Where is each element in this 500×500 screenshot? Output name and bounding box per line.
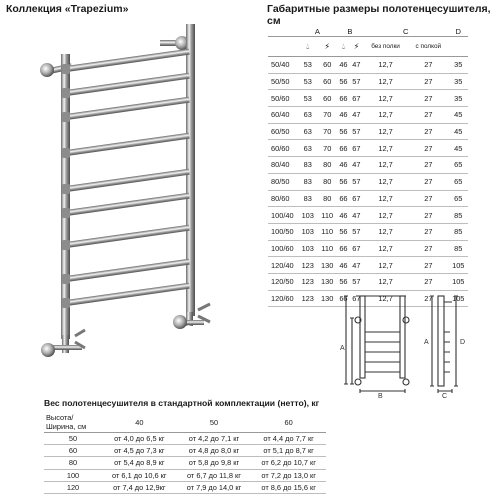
table-cell: 70 <box>317 123 336 140</box>
table-cell: 12,7 <box>363 140 408 157</box>
table-row <box>268 223 468 240</box>
table-cell: 67 <box>350 240 363 257</box>
table-cell: 105 <box>449 257 469 274</box>
table-cell: 70 <box>317 140 336 157</box>
table-cell: 45 <box>449 140 469 157</box>
table-cell: 105 <box>449 290 469 307</box>
table-cell: 85 <box>449 223 469 240</box>
weight-cell: от 7,4 до 12,9кг <box>102 481 177 493</box>
table-row <box>268 173 468 190</box>
letter-a: A <box>298 26 337 37</box>
table-cell: 27 <box>408 90 448 107</box>
table-cell: 47 <box>350 207 363 224</box>
table-cell: 56 <box>337 223 350 240</box>
table-cell: 27 <box>408 157 448 174</box>
table-cell: 27 <box>408 140 448 157</box>
table-cell: 63 <box>298 140 317 157</box>
collection-title: Коллекция «Trapezium» <box>6 3 129 15</box>
table-cell: 80 <box>317 190 336 207</box>
table-row <box>44 433 326 445</box>
table-cell: 67 <box>350 290 363 307</box>
table-cell: 12,7 <box>363 73 408 90</box>
table-cell: 53 <box>298 57 317 74</box>
table-cell: 12,7 <box>363 90 408 107</box>
table-cell: 85 <box>449 240 469 257</box>
table-cell: 27 <box>408 240 448 257</box>
table-cell: 83 <box>298 173 317 190</box>
size-cell: 80/40 <box>268 157 298 174</box>
size-cell: 120/50 <box>268 273 298 290</box>
size-cell: 100/60 <box>268 240 298 257</box>
height-cell: 60 <box>44 445 102 457</box>
table-cell: 130 <box>317 290 336 307</box>
table-cell: 12,7 <box>363 240 408 257</box>
table-cell: 70 <box>317 107 336 124</box>
table-cell: 103 <box>298 207 317 224</box>
table-cell: 12,7 <box>363 157 408 174</box>
table-cell: 56 <box>337 273 350 290</box>
weight-cell: от 8,6 до 15,6 кг <box>251 481 326 493</box>
table-cell: 66 <box>337 140 350 157</box>
height-cell: 100 <box>44 469 102 481</box>
table-cell: 27 <box>408 290 448 307</box>
weight-cell: от 4,8 до 8,0 кг <box>177 445 252 457</box>
table-cell: 110 <box>317 240 336 257</box>
table-cell: 12,7 <box>363 207 408 224</box>
table-cell: 123 <box>298 290 317 307</box>
table-cell: 63 <box>298 123 317 140</box>
weight-cell: от 5,1 до 8,7 кг <box>251 445 326 457</box>
table-row <box>268 57 468 74</box>
table-cell: 27 <box>408 257 448 274</box>
letter-b: B <box>337 26 363 37</box>
table-row <box>268 207 468 224</box>
table-row <box>268 190 468 207</box>
size-cell: 50/40 <box>268 57 298 74</box>
table-cell: 12,7 <box>363 107 408 124</box>
table-row <box>44 457 326 469</box>
table-cell: 35 <box>449 57 469 74</box>
drawing-label-c: C <box>442 393 448 400</box>
table-cell: 57 <box>350 173 363 190</box>
weight-cell: от 6,1 до 10,6 кг <box>102 469 177 481</box>
dimensions-title: Габаритные размеры полотенцесушителя, см <box>267 3 491 27</box>
sub-header-with-shelf: с полкой <box>408 37 448 57</box>
table-cell: 56 <box>337 73 350 90</box>
table-cell: 46 <box>337 207 350 224</box>
table-cell: 85 <box>449 207 469 224</box>
weight-cell: от 5,8 до 9,8 кг <box>177 457 252 469</box>
table-cell: 130 <box>317 257 336 274</box>
table-cell: 57 <box>350 73 363 90</box>
table-cell: 130 <box>317 273 336 290</box>
table-cell: 103 <box>298 223 317 240</box>
table-cell: 53 <box>298 73 317 90</box>
table-row <box>44 469 326 481</box>
size-cell: 100/50 <box>268 223 298 240</box>
weight-cell: от 6,7 до 11,8 кг <box>177 469 252 481</box>
table-cell: 65 <box>449 190 469 207</box>
weight-cell: от 7,2 до 13,0 кг <box>251 469 326 481</box>
table-row <box>268 107 468 124</box>
table-cell: 53 <box>298 90 317 107</box>
table-cell: 65 <box>449 173 469 190</box>
table-cell: 105 <box>449 273 469 290</box>
dimensions-subheader-row <box>268 37 468 57</box>
lightning-icon: ⚡︎ <box>324 41 331 51</box>
table-cell: 35 <box>449 90 469 107</box>
table-cell: 12,7 <box>363 273 408 290</box>
weight-cell: от 5,4 до 8,9 кг <box>102 457 177 469</box>
table-cell: 27 <box>408 73 448 90</box>
size-cell: 60/60 <box>268 140 298 157</box>
weights-col-40: 40 <box>102 412 177 433</box>
technical-drawing <box>336 290 496 400</box>
water-drop-icon: 💧︎ <box>306 41 310 51</box>
height-cell: 50 <box>44 433 102 445</box>
table-cell: 60 <box>317 57 336 74</box>
size-cell: 50/50 <box>268 73 298 90</box>
table-cell: 123 <box>298 257 317 274</box>
table-row <box>268 240 468 257</box>
weight-cell: от 6,2 до 10,7 кг <box>251 457 326 469</box>
table-cell: 83 <box>298 190 317 207</box>
table-cell: 47 <box>350 107 363 124</box>
drawing-label-b: B <box>378 393 383 400</box>
sub-header-no-shelf: без полки <box>363 37 408 57</box>
table-row <box>44 481 326 493</box>
table-cell: 56 <box>337 123 350 140</box>
table-row <box>268 140 468 157</box>
table-cell: 12,7 <box>363 223 408 240</box>
size-cell: 100/40 <box>268 207 298 224</box>
table-cell: 60 <box>317 90 336 107</box>
table-cell: 27 <box>408 223 448 240</box>
table-cell: 12,7 <box>363 190 408 207</box>
size-cell: 80/60 <box>268 190 298 207</box>
table-cell: 56 <box>337 173 350 190</box>
table-cell: 47 <box>350 57 363 74</box>
table-cell: 45 <box>449 123 469 140</box>
towel-rail-image <box>0 20 262 380</box>
weight-cell: от 4,2 до 7,1 кг <box>177 433 252 445</box>
drawing-label-a-side: A <box>424 339 429 346</box>
dimensions-table <box>268 26 468 307</box>
table-cell: 46 <box>337 257 350 274</box>
size-cell: 60/40 <box>268 107 298 124</box>
table-row <box>268 257 468 274</box>
weights-body <box>44 433 326 494</box>
size-cell: 120/60 <box>268 290 298 307</box>
table-cell: 65 <box>449 157 469 174</box>
dimensions-body <box>268 57 468 307</box>
table-cell: 63 <box>298 107 317 124</box>
table-cell: 83 <box>298 157 317 174</box>
drawing-label-d: D <box>460 339 466 346</box>
table-cell: 66 <box>337 240 350 257</box>
table-cell: 12,7 <box>363 123 408 140</box>
weights-title: Вес полотенцесушителя в стандартной комплектации (нетто), кг <box>44 398 320 408</box>
table-cell: 27 <box>408 273 448 290</box>
lightning-icon: ⚡︎ <box>353 41 360 51</box>
drawing-label-a: A <box>340 345 345 352</box>
table-cell: 123 <box>298 273 317 290</box>
table-cell: 57 <box>350 123 363 140</box>
letter-d: D <box>449 26 469 37</box>
height-cell: 120 <box>44 481 102 493</box>
table-cell: 12,7 <box>363 290 408 307</box>
weight-cell: от 7,9 до 14,0 кг <box>177 481 252 493</box>
table-cell: 66 <box>337 90 350 107</box>
size-cell: 50/60 <box>268 90 298 107</box>
table-cell: 47 <box>350 257 363 274</box>
table-cell: 57 <box>350 223 363 240</box>
table-row <box>268 273 468 290</box>
table-row <box>268 123 468 140</box>
table-cell: 46 <box>337 107 350 124</box>
table-row <box>268 73 468 90</box>
table-cell: 27 <box>408 107 448 124</box>
size-cell: 80/50 <box>268 173 298 190</box>
height-cell: 80 <box>44 457 102 469</box>
table-cell: 12,7 <box>363 57 408 74</box>
table-cell: 47 <box>350 157 363 174</box>
table-cell: 57 <box>350 273 363 290</box>
water-drop-icon: 💧︎ <box>341 41 346 51</box>
weight-cell: от 4,5 до 7,3 кг <box>102 445 177 457</box>
weights-col-60: 60 <box>251 412 326 433</box>
table-cell: 67 <box>350 190 363 207</box>
table-cell: 27 <box>408 173 448 190</box>
size-cell: 120/40 <box>268 257 298 274</box>
table-row <box>268 157 468 174</box>
table-cell: 46 <box>337 57 350 74</box>
table-cell: 35 <box>449 73 469 90</box>
table-cell: 67 <box>350 90 363 107</box>
weights-header-label: Высота/Ширина, см <box>44 412 102 433</box>
table-cell: 66 <box>337 290 350 307</box>
table-cell: 46 <box>337 157 350 174</box>
table-row <box>268 90 468 107</box>
dimensions-letter-row <box>268 26 468 37</box>
table-cell: 60 <box>317 73 336 90</box>
table-cell: 110 <box>317 223 336 240</box>
weights-col-50: 50 <box>177 412 252 433</box>
table-cell: 27 <box>408 207 448 224</box>
table-cell: 80 <box>317 173 336 190</box>
table-cell: 27 <box>408 123 448 140</box>
table-cell: 66 <box>337 190 350 207</box>
table-cell: 12,7 <box>363 173 408 190</box>
table-row <box>44 445 326 457</box>
weights-table <box>44 412 326 494</box>
weights-header-row <box>44 412 326 433</box>
table-cell: 110 <box>317 207 336 224</box>
table-cell: 27 <box>408 57 448 74</box>
table-cell: 103 <box>298 240 317 257</box>
table-cell: 45 <box>449 107 469 124</box>
letter-c: C <box>363 26 449 37</box>
table-cell: 27 <box>408 190 448 207</box>
table-cell: 67 <box>350 140 363 157</box>
table-cell: 12,7 <box>363 257 408 274</box>
table-cell: 80 <box>317 157 336 174</box>
weight-cell: от 4,0 до 6,5 кг <box>102 433 177 445</box>
weight-cell: от 4,4 до 7,7 кг <box>251 433 326 445</box>
size-cell: 60/50 <box>268 123 298 140</box>
